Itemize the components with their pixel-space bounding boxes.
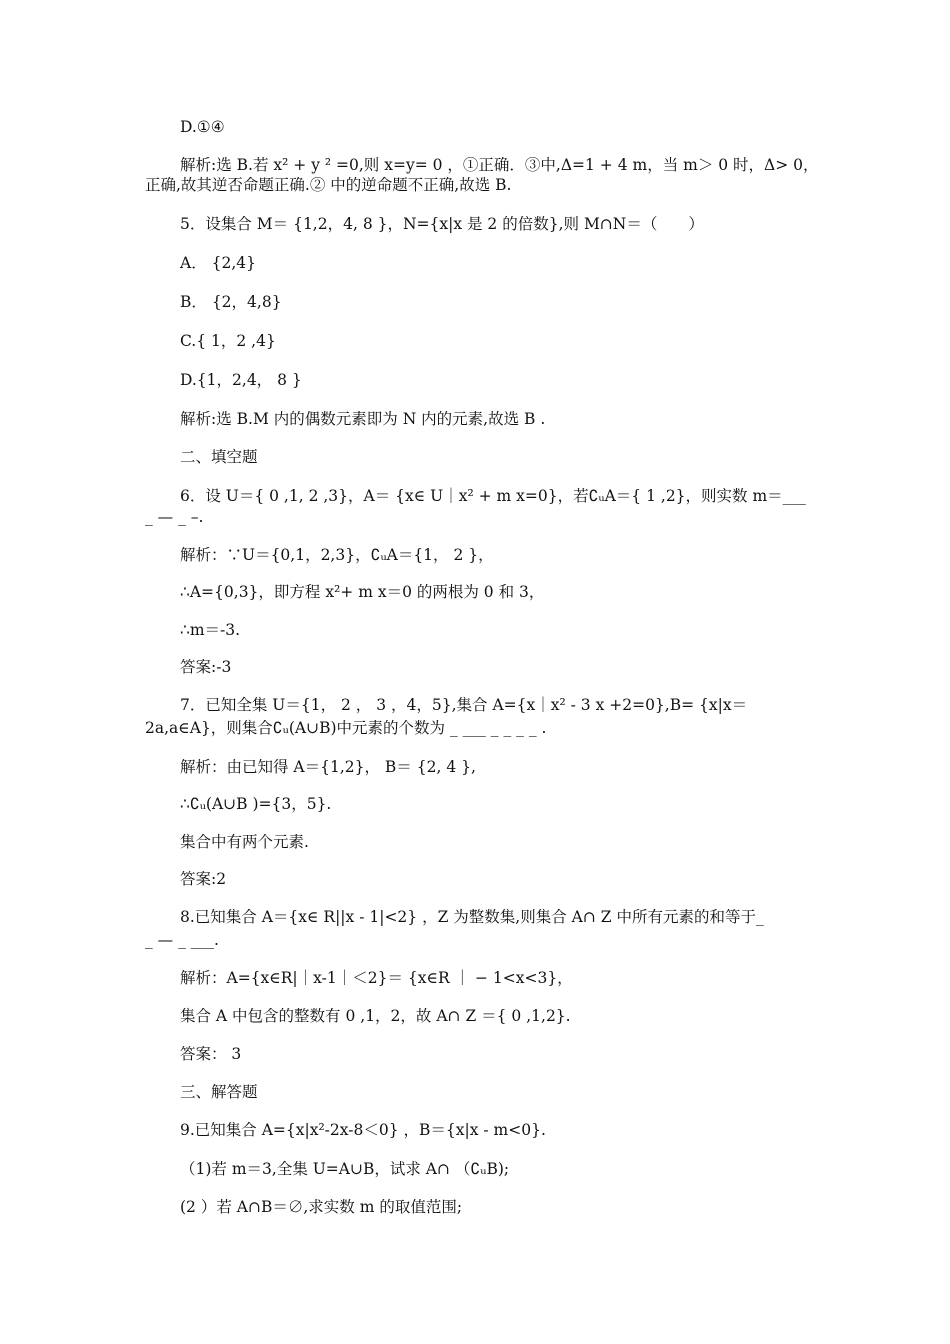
question-7-line1: 7．已知全集 U＝{1， 2 ， 3 ，4，5},集合 A={x｜x² - 3 x +2=0},B= {x|x＝ <box>180 696 748 714</box>
option-d-q4: D.①④ <box>180 118 225 136</box>
question-8-line1: 8.已知集合 A＝{x∈ R||x - 1|<2} ，Z 为整数集,则集合 A∩ Z 中所有元素的和等于_ <box>180 908 764 926</box>
question-9-part2: (2 ）若 A∩B＝∅,求实数 m 的取值范围; <box>180 1198 463 1216</box>
answer-q6: 答案:-3 <box>180 658 232 676</box>
option-d-q5: D.{1，2,4， 8 } <box>180 371 302 389</box>
option-c-q5: C.{ 1，2 ,4} <box>180 332 276 350</box>
answer-q7: 答案:2 <box>180 870 227 888</box>
analysis-q4-line2: 正确,故其逆否命题正确.② 中的逆命题不正确,故选 B. <box>145 176 512 194</box>
section-problems-heading: 三、解答题 <box>180 1083 258 1101</box>
analysis-q7-line2: ∴∁ᵤ(A∪B )={3，5}. <box>180 795 332 813</box>
analysis-q7-line1: 解析：由已知得 A＝{1,2}， B＝ {2, 4 }, <box>180 758 476 776</box>
analysis-q6-line2: ∴A={0,3}，即方程 x²+ m x＝0 的两根为 0 和 3， <box>180 583 545 601</box>
question-9: 9.已知集合 A={x|x²-2x-8＜0} ，B＝{x|x - m<0}. <box>180 1121 546 1139</box>
section-fill-blank-heading: 二、填空题 <box>180 448 258 466</box>
analysis-q6-line1: 解析：∵U＝{0,1，2,3}，∁ᵤA＝{1， 2 }， <box>180 546 494 564</box>
analysis-q6-line3: ∴m＝-3. <box>180 621 241 639</box>
question-8-line2: _ — _ ___. <box>145 931 219 949</box>
question-6-line1: 6．设 U＝{ 0 ,1, 2 ,3}，A＝ {x∈ U｜x² + m x=0}，若∁ᵤA＝{ 1 ,2}，则实数 m＝___ <box>180 487 806 505</box>
option-b-q5: B． {2，4,8} <box>180 293 282 311</box>
question-7-line2: 2a,a∈A}，则集合∁ᵤ(A∪B)中元素的个数为 _ ___ _ _ _ _ . <box>145 719 547 737</box>
question-5: 5．设集合 M＝ {1,2，4, 8 }，N={x|x 是 2 的倍数},则 M∩N＝（ ） <box>180 215 704 233</box>
analysis-q4-line1: 解析:选 B.若 x² + y ² =0,则 x=y= 0 ，①正确．③中,Δ=1 + 4 m，当 m＞ 0 时，Δ> 0， <box>180 156 819 174</box>
option-a-q5: A． {2,4} <box>180 254 256 272</box>
answer-q8: 答案： 3 <box>180 1045 242 1063</box>
analysis-q7-line3: 集合中有两个元素. <box>180 833 309 851</box>
question-6-line2: _ — _ –. <box>145 508 204 526</box>
analysis-q8-line2: 集合 A 中包含的整数有 0 ,1，2，故 A∩ Z ＝{ 0 ,1,2}. <box>180 1007 571 1025</box>
analysis-q5: 解析:选 B.M 内的偶数元素即为 N 内的元素,故选 B . <box>180 410 546 428</box>
question-9-part1: （1)若 m＝3,全集 U=A∪B，试求 A∩ （∁ᵤB); <box>180 1160 510 1178</box>
analysis-q8-line1: 解析：A={x∈R|｜x-1｜＜2}＝ {x∈R ｜ − 1<x<3}， <box>180 969 573 987</box>
